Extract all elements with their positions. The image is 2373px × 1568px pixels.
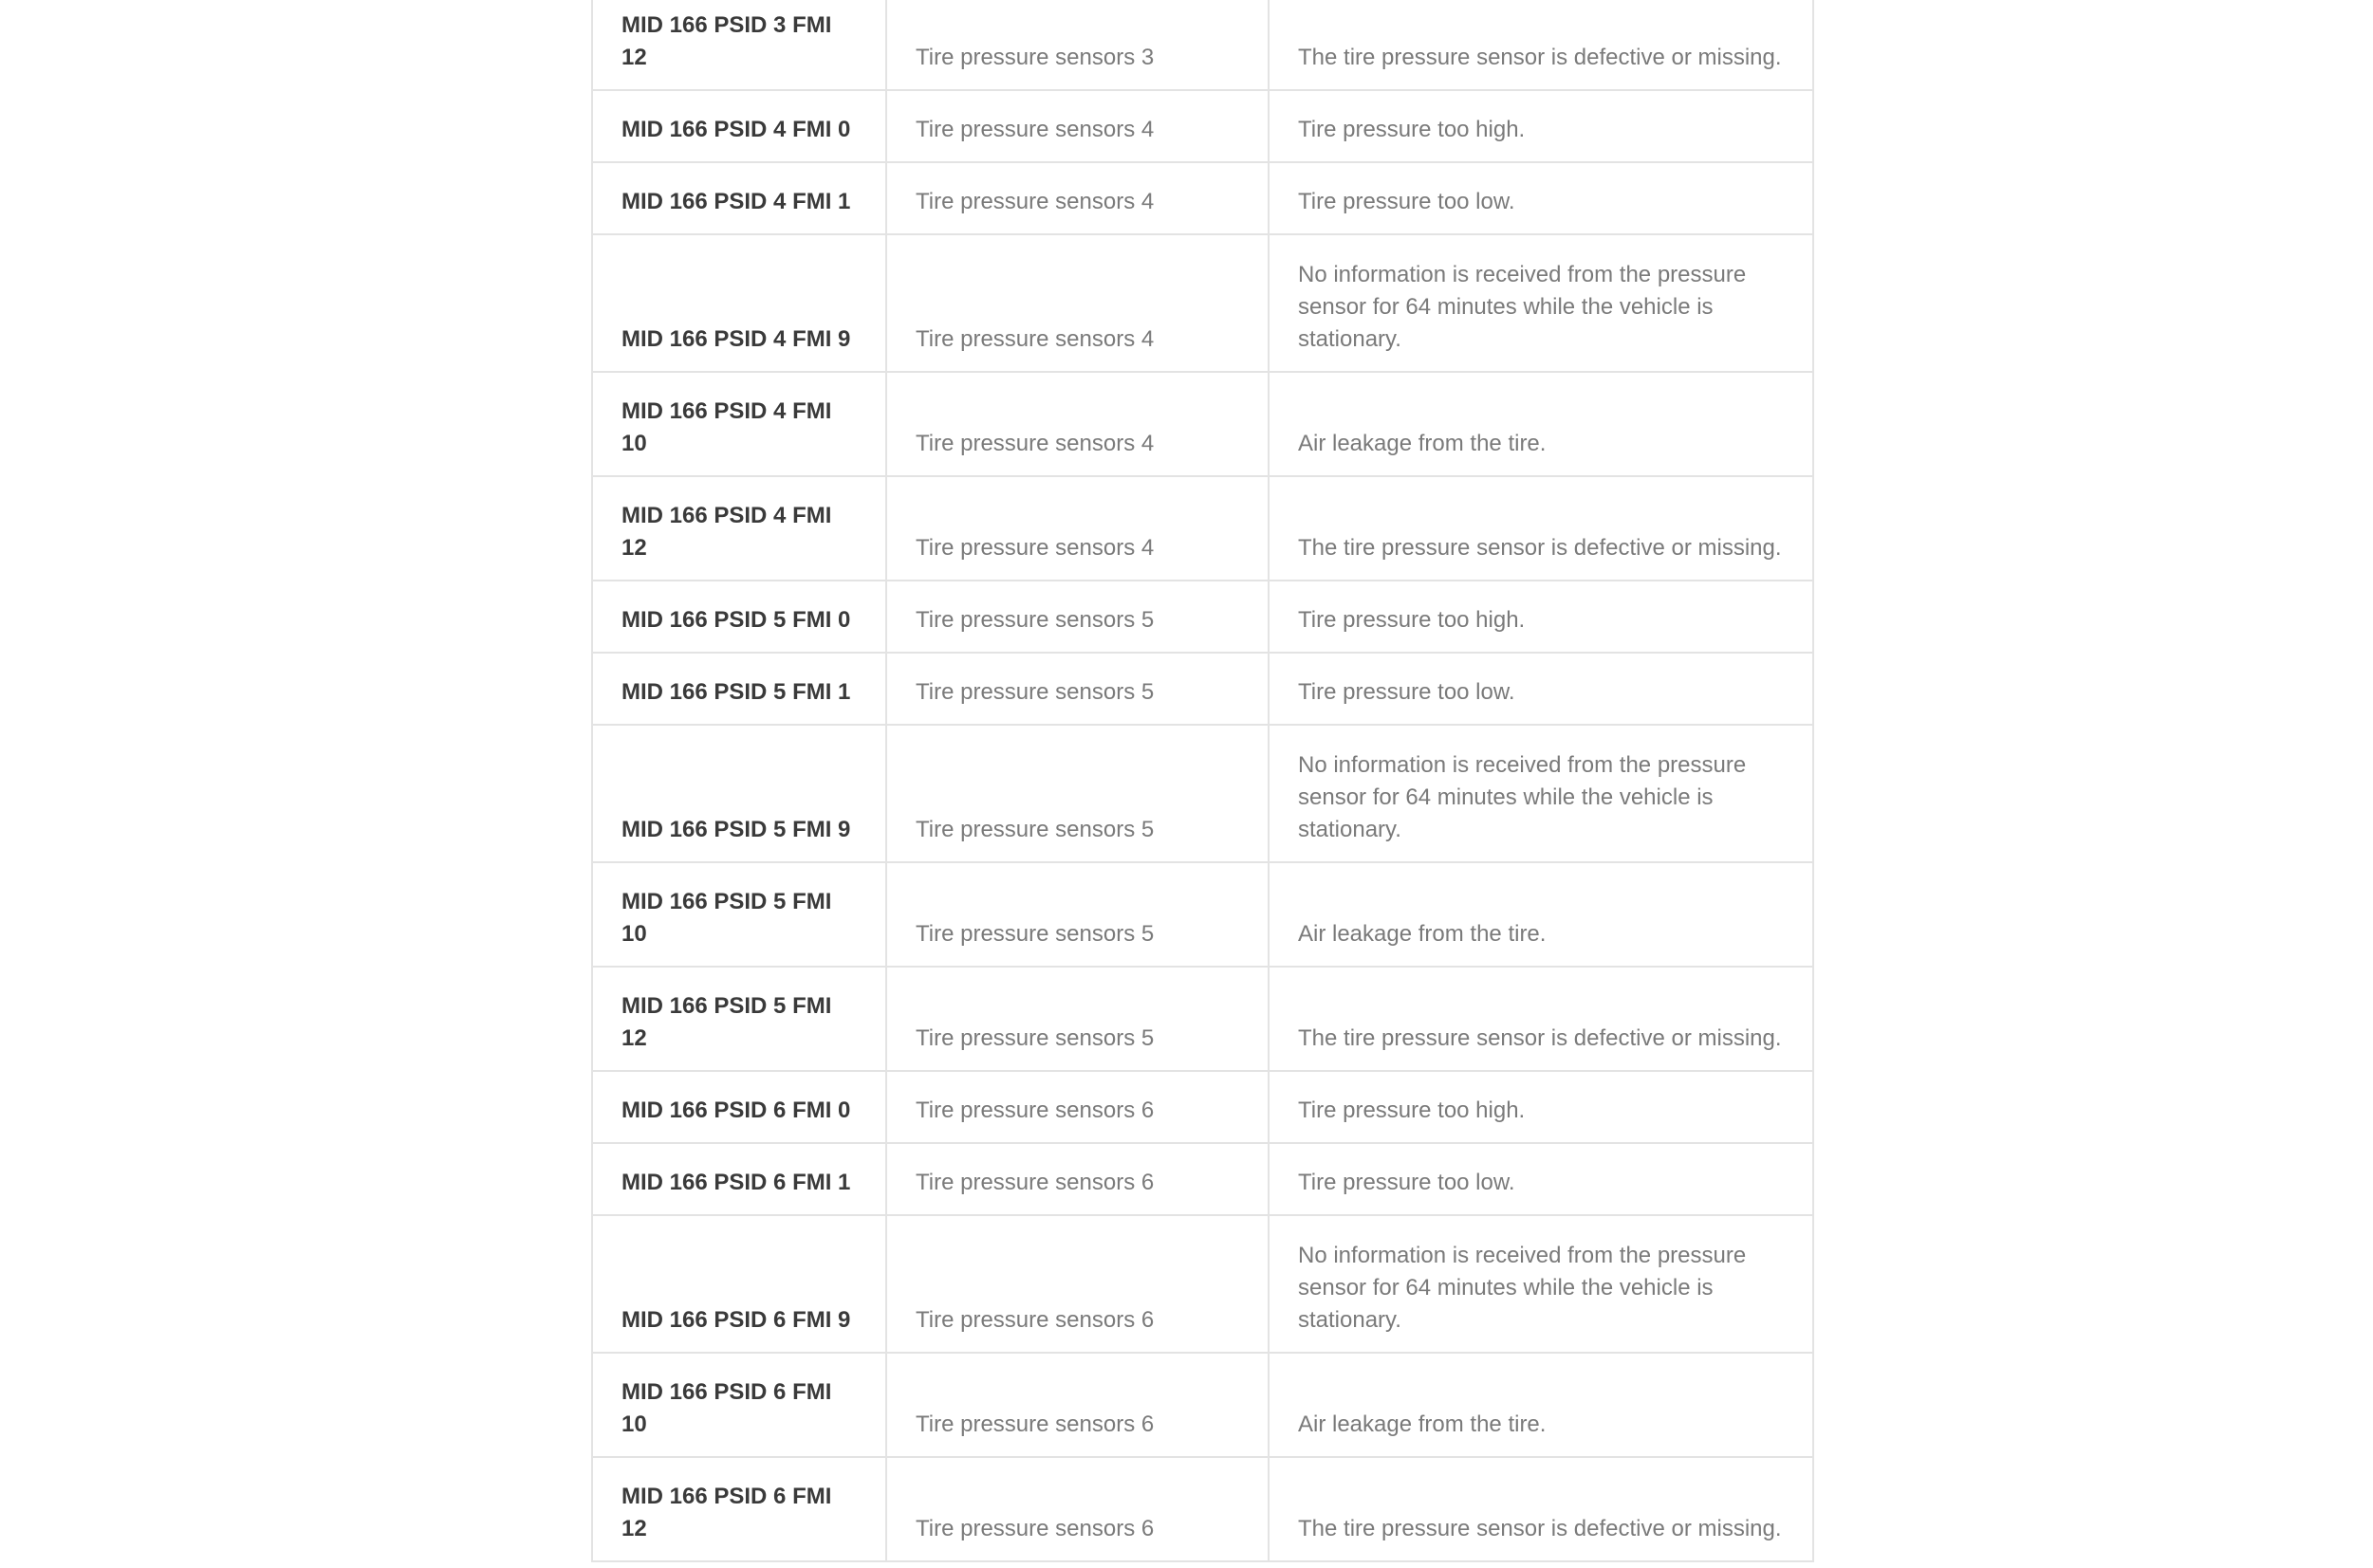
description-cell: Air leakage from the tire. — [1269, 1353, 1813, 1457]
component-cell: Tire pressure sensors 5 — [886, 862, 1269, 967]
component-cell: Tire pressure sensors 4 — [886, 476, 1269, 581]
table-row — [592, 372, 1813, 476]
description-cell: Tire pressure too low. — [1269, 1143, 1813, 1215]
table-row — [592, 1071, 1813, 1143]
fault-code-table-container — [591, 0, 1812, 1562]
table-row — [592, 162, 1813, 234]
table-row — [592, 1215, 1813, 1353]
description-cell: Tire pressure too high. — [1269, 1071, 1813, 1143]
table-row — [592, 1457, 1813, 1561]
description-cell: Air leakage from the tire. — [1269, 862, 1813, 967]
fault-code-cell: MID 166 PSID 5 FMI 12 — [592, 967, 886, 1071]
fault-code-cell: MID 166 PSID 3 FMI 12 — [592, 0, 886, 90]
fault-code-cell: MID 166 PSID 6 FMI 9 — [592, 1215, 886, 1353]
table-row — [592, 1353, 1813, 1457]
component-cell: Tire pressure sensors 4 — [886, 234, 1269, 372]
description-cell: No information is received from the pressure sensor for 64 minutes while the vehicle is stationary. — [1269, 725, 1813, 862]
description-cell: Tire pressure too high. — [1269, 581, 1813, 653]
component-cell: Tire pressure sensors 4 — [886, 162, 1269, 234]
fault-code-cell: MID 166 PSID 5 FMI 10 — [592, 862, 886, 967]
table-row — [592, 862, 1813, 967]
description-cell: The tire pressure sensor is defective or missing. — [1269, 0, 1813, 90]
component-cell: Tire pressure sensors 6 — [886, 1215, 1269, 1353]
component-cell: Tire pressure sensors 5 — [886, 581, 1269, 653]
component-cell: Tire pressure sensors 5 — [886, 967, 1269, 1071]
table-row — [592, 653, 1813, 725]
description-cell: Air leakage from the tire. — [1269, 372, 1813, 476]
table-row — [592, 1143, 1813, 1215]
component-cell: Tire pressure sensors 6 — [886, 1071, 1269, 1143]
table-row — [592, 90, 1813, 162]
fault-code-table — [591, 0, 1814, 1562]
component-cell: Tire pressure sensors 5 — [886, 653, 1269, 725]
fault-code-cell: MID 166 PSID 5 FMI 0 — [592, 581, 886, 653]
table-row — [592, 967, 1813, 1071]
description-cell: The tire pressure sensor is defective or missing. — [1269, 476, 1813, 581]
description-cell: Tire pressure too high. — [1269, 90, 1813, 162]
table-row — [592, 725, 1813, 862]
fault-code-cell: MID 166 PSID 5 FMI 1 — [592, 653, 886, 725]
component-cell: Tire pressure sensors 6 — [886, 1457, 1269, 1561]
description-cell: Tire pressure too low. — [1269, 653, 1813, 725]
fault-code-cell: MID 166 PSID 4 FMI 0 — [592, 90, 886, 162]
component-cell: Tire pressure sensors 5 — [886, 725, 1269, 862]
fault-code-cell: MID 166 PSID 5 FMI 9 — [592, 725, 886, 862]
component-cell: Tire pressure sensors 6 — [886, 1353, 1269, 1457]
table-row — [592, 581, 1813, 653]
fault-code-cell: MID 166 PSID 6 FMI 12 — [592, 1457, 886, 1561]
fault-code-cell: MID 166 PSID 6 FMI 0 — [592, 1071, 886, 1143]
description-cell: The tire pressure sensor is defective or missing. — [1269, 967, 1813, 1071]
fault-code-cell: MID 166 PSID 4 FMI 1 — [592, 162, 886, 234]
description-cell: No information is received from the pressure sensor for 64 minutes while the vehicle is stationary. — [1269, 234, 1813, 372]
component-cell: Tire pressure sensors 4 — [886, 372, 1269, 476]
component-cell: Tire pressure sensors 6 — [886, 1143, 1269, 1215]
table-row — [592, 476, 1813, 581]
description-cell: The tire pressure sensor is defective or missing. — [1269, 1457, 1813, 1561]
fault-code-cell: MID 166 PSID 6 FMI 1 — [592, 1143, 886, 1215]
component-cell: Tire pressure sensors 3 — [886, 0, 1269, 90]
fault-code-cell: MID 166 PSID 6 FMI 10 — [592, 1353, 886, 1457]
table-row — [592, 0, 1813, 90]
fault-code-cell: MID 166 PSID 4 FMI 9 — [592, 234, 886, 372]
fault-code-cell: MID 166 PSID 4 FMI 12 — [592, 476, 886, 581]
component-cell: Tire pressure sensors 4 — [886, 90, 1269, 162]
description-cell: No information is received from the pressure sensor for 64 minutes while the vehicle is stationary. — [1269, 1215, 1813, 1353]
fault-code-cell: MID 166 PSID 4 FMI 10 — [592, 372, 886, 476]
table-row — [592, 234, 1813, 372]
description-cell: Tire pressure too low. — [1269, 162, 1813, 234]
